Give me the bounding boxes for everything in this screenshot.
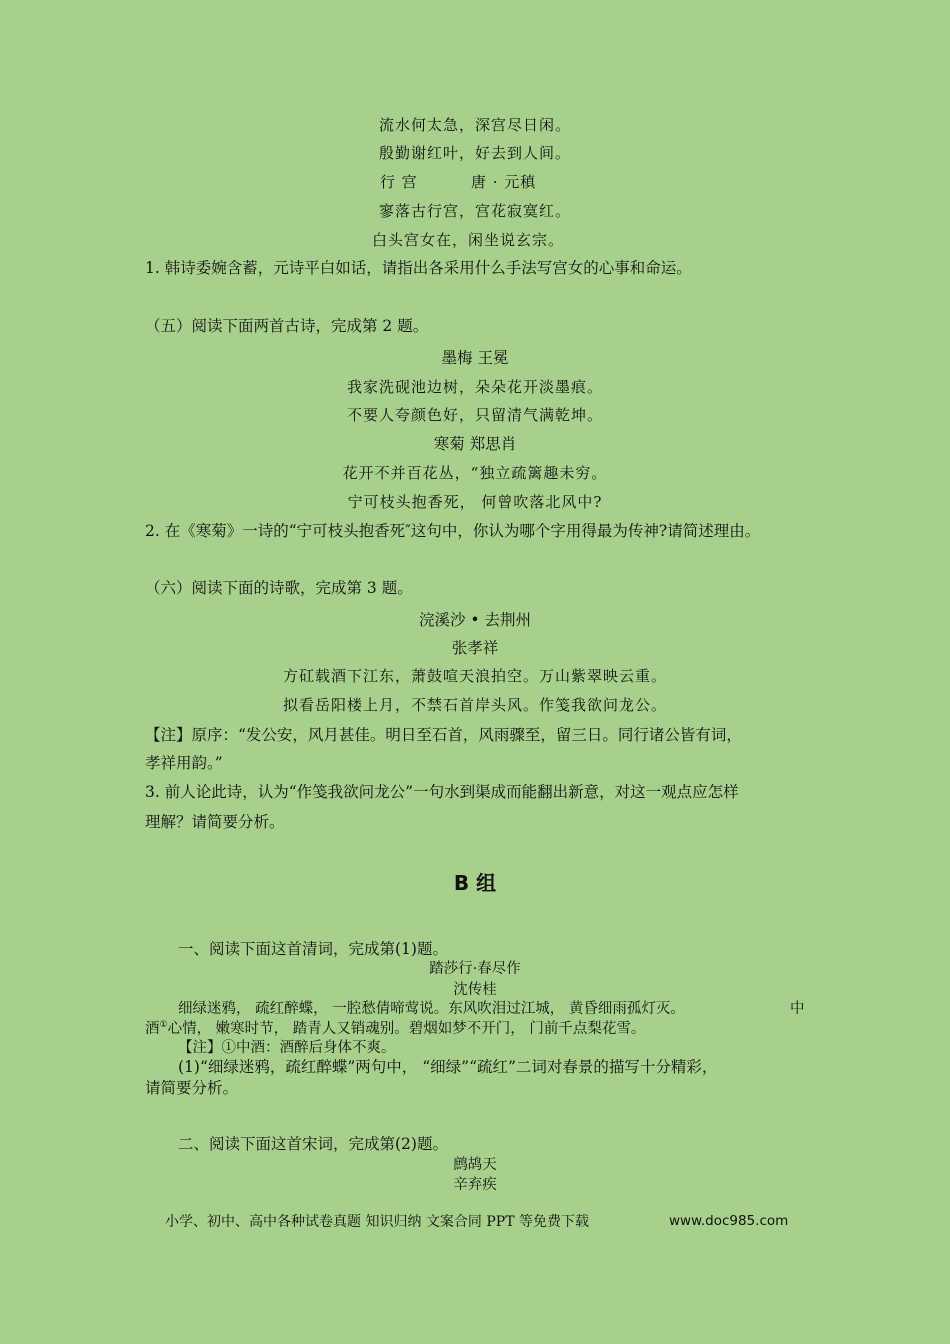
section-intro: 一、阅读下面这首清词，完成第(1)题。 (178, 940, 448, 958)
poem-author: 沈传桂 (453, 982, 497, 998)
question-1: 1. 韩诗委婉含蓄，元诗平白如话，请指出各采用什么手法写宫女的心事和命运。 (145, 259, 692, 277)
footer-text: 小学、初中、高中各种试卷真题 知识归纳 文案合同 PPT 等免费下载 (165, 1214, 589, 1230)
note-line: 孝祥用韵。” (145, 754, 223, 772)
group-heading: B 组 (453, 871, 497, 895)
section-intro: （五）阅读下面两首古诗，完成第 2 题。 (145, 317, 429, 335)
poem-line: 拟看岳阳楼上月，不禁石首岸头风。作笺我欲问龙公。 (282, 696, 667, 714)
poem-line: 花开不并百花丛，“独立疏篱趣未穷。 (342, 464, 608, 482)
poem-author: 张孝祥 (451, 639, 499, 657)
poem-title: 浣溪沙 • 去荆州 (419, 611, 531, 629)
poem-author: 辛弃疾 (453, 1177, 497, 1193)
note-line: 【注】①中酒：酒醉后身体不爽。 (178, 1040, 396, 1056)
question-b1: 请简要分析。 (145, 1079, 239, 1097)
section-intro: 二、阅读下面这首宋词，完成第(2)题。 (178, 1135, 448, 1153)
poem-line: 殷勤谢红叶，好去到人间。 (378, 144, 571, 162)
poem-line: 寥落古行宫，宫花寂寞红。 (378, 202, 571, 220)
poem-line: 我家洗砚池边树，朵朵花开淡墨痕。 (346, 378, 603, 396)
poem-line: 不要人夸颜色好，只留清气满乾坤。 (346, 406, 603, 424)
poem-line-body: 心情， 嫩寒时节， 踏青人又销魂别。碧烟如梦不开门， 门前千点梨花雪。 (167, 1020, 646, 1037)
poem-line (145, 1021, 645, 1036)
poem-author: 唐 · 元稹 (471, 173, 537, 191)
question-3: 3. 前人论此诗，认为“作笺我欲问龙公”一句水到渠成而能翻出新意，对这一观点应怎样 (145, 783, 739, 801)
poem-title: 墨梅 王冕 (441, 349, 509, 367)
poem-title: 寒菊 郑思肖 (433, 435, 517, 453)
poem-title: 踏莎行·春尽作 (429, 961, 521, 977)
question-3: 理解？请简要分析。 (145, 813, 285, 831)
poem-line: 方矼载酒下江东，萧鼓喧天浪拍空。万山紫翠映云重。 (282, 667, 667, 685)
poem-line: 细绿迷鸦， 疏红醉蝶， 一腔愁倩啼莺说。东风吹泪过江城， 黄昏细雨孤灯灭。 (178, 1001, 685, 1017)
poem-title: 行 宫 (380, 173, 418, 191)
poem-line-tail: 中 (790, 1001, 805, 1017)
poem-line: 白头宫女在，闲坐说玄宗。 (372, 231, 565, 249)
poem-line: 宁可枝头抱香死， 何曾吹落北风中? (347, 493, 603, 511)
question-2: 2. 在《寒菊》一诗的“宁可枝头抱香死″这句中，你认为哪个字用得最为传神?请简述理由。 (145, 522, 761, 540)
footer-url[interactable]: www.doc985.com (669, 1213, 789, 1229)
poem-title: 鹧鸪天 (453, 1157, 497, 1173)
footnote-marker: ① (159, 1020, 168, 1030)
poem-line-head: 酒 (145, 1020, 160, 1037)
note-line: 【注】原序：“发公安，风月甚佳。明日至石首，风雨骤至，留三日。同行诸公皆有词， (145, 726, 742, 744)
section-intro: （六）阅读下面的诗歌，完成第 3 题。 (145, 579, 413, 597)
question-b1: (1)“细绿迷鸦，疏红醉蝶”两句中， “细绿”“疏红”二词对春景的描写十分精彩， (178, 1058, 718, 1076)
poem-line: 流水何太急，深宫尽日闲。 (378, 116, 571, 134)
